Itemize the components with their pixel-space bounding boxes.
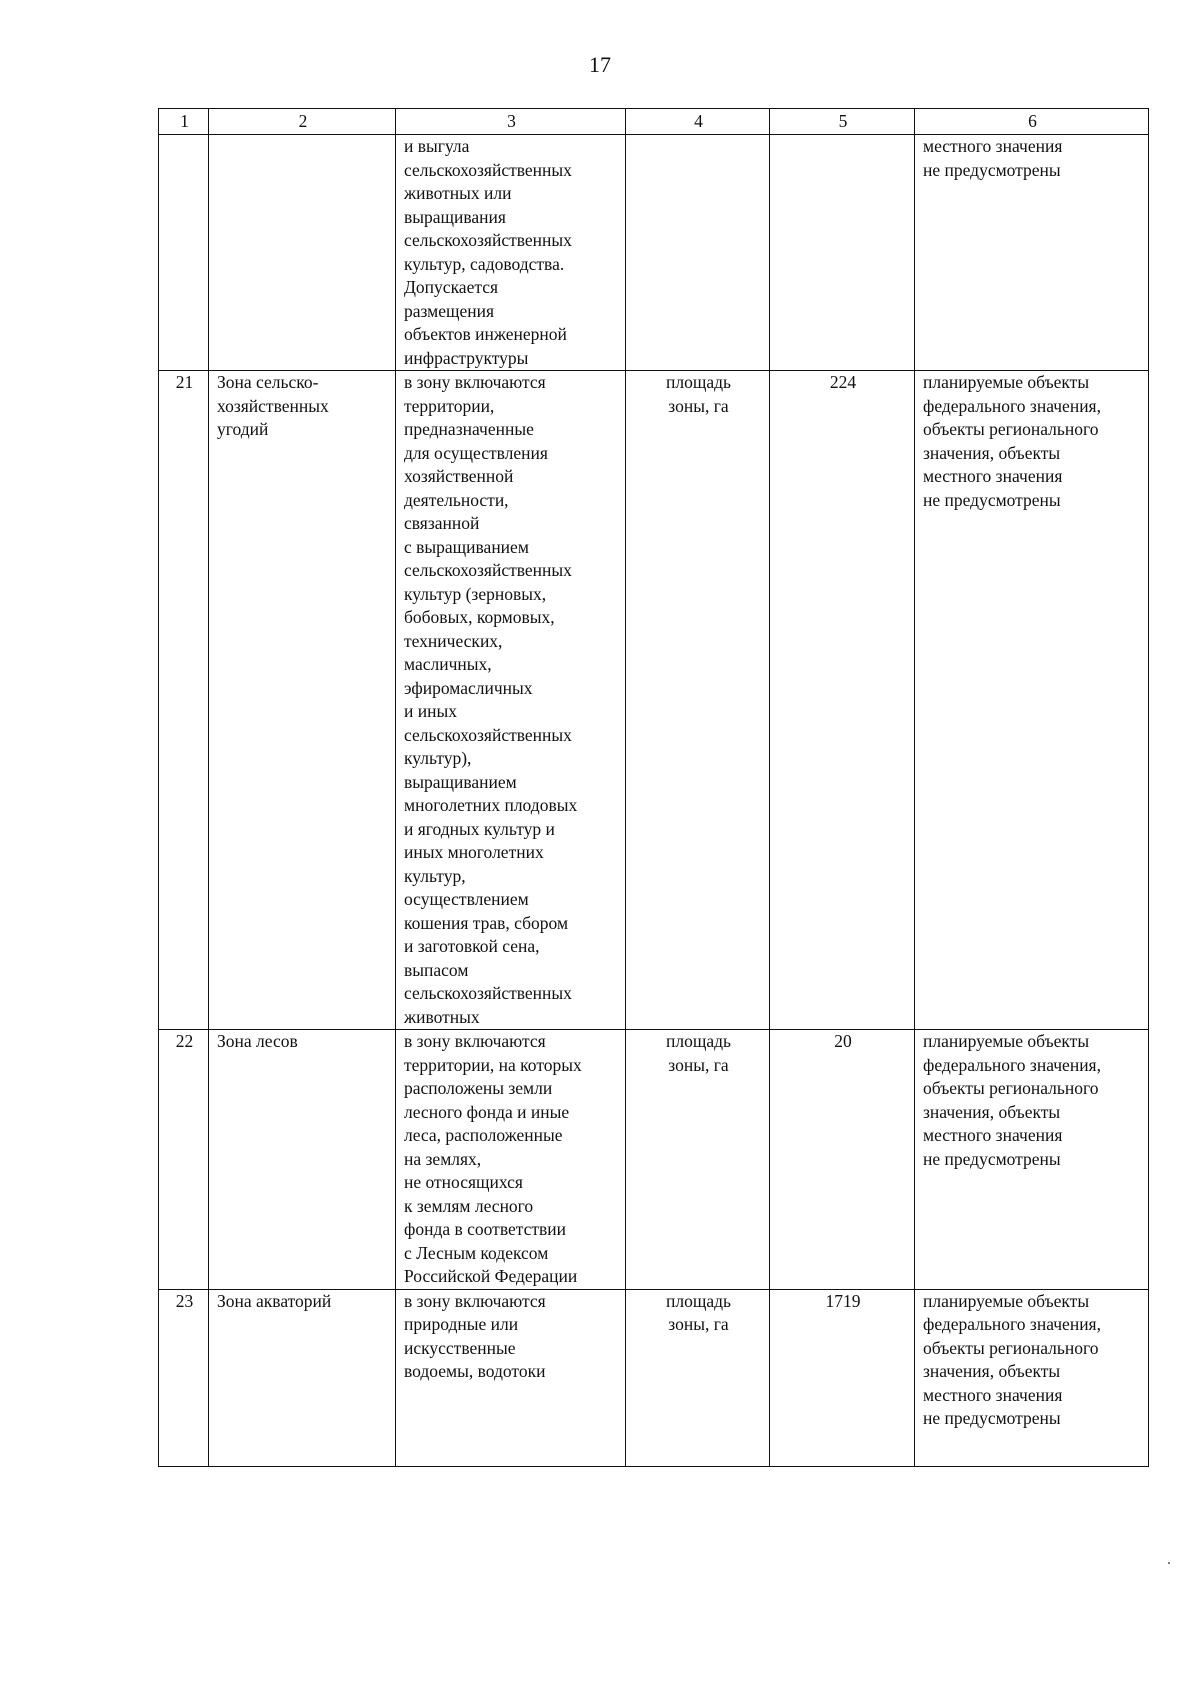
zone-value: 20 (770, 1030, 915, 1290)
column-header: 6 (915, 109, 1149, 135)
column-header: 2 (209, 109, 396, 135)
table-header-row (159, 109, 1149, 135)
zone-objects: планируемые объекты федерального значения, объекты регионального значения, объекты местного значения не предусмотрены (915, 1030, 1149, 1290)
zone-name: Зона акваторий (209, 1289, 396, 1466)
table-row (159, 1289, 1149, 1466)
zone-description: и выгула сельскохозяйственных животных или выращивания сельскохозяйственных культур, садоводства. Допускается размещения объектов инженерной инфраструктуры (396, 135, 626, 371)
zone-objects: местного значения не предусмотрены (915, 135, 1149, 371)
zone-unit (626, 135, 770, 371)
zone-unit: площадь зоны, га (626, 371, 770, 1030)
zone-name: Зона сельско- хозяйственных угодий (209, 371, 396, 1030)
row-number (159, 135, 209, 371)
zone-value (770, 135, 915, 371)
page-number: 17 (589, 52, 611, 77)
row-number: 23 (159, 1289, 209, 1466)
column-header: 5 (770, 109, 915, 135)
table-row (159, 135, 1149, 371)
column-header: 1 (159, 109, 209, 135)
zones-table (158, 108, 1149, 1467)
row-number: 21 (159, 371, 209, 1030)
zone-value: 1719 (770, 1289, 915, 1466)
table-row (159, 1030, 1149, 1290)
zone-description: в зону включаются природные или искусственные водоемы, водотоки (396, 1289, 626, 1466)
zone-unit: площадь зоны, га (626, 1030, 770, 1290)
table-row (159, 371, 1149, 1030)
column-header: 4 (626, 109, 770, 135)
zone-objects: планируемые объекты федерального значения, объекты регионального значения, объекты местного значения не предусмотрены (915, 371, 1149, 1030)
scan-speck (1168, 1562, 1170, 1564)
row-number: 22 (159, 1030, 209, 1290)
zone-name: Зона лесов (209, 1030, 396, 1290)
zone-unit: площадь зоны, га (626, 1289, 770, 1466)
column-header: 3 (396, 109, 626, 135)
zone-value: 224 (770, 371, 915, 1030)
zone-description: в зону включаются территории, предназначенные для осуществления хозяйственной деятельности, связанной с выращиванием сельскохозяйственных культур (зерновых, бобовых, кормовых, технических, масличных, эфиромасличных и иных сельскохозяйственных культур), выращиванием многолетних плодовых и ягодных культур и иных многолетних культур, осуществлением кошения трав, сбором и заготовкой сена, выпасом сельскохозяйственных животных (396, 371, 626, 1030)
zone-description: в зону включаются территории, на которых расположены земли лесного фонда и иные леса, расположенные на землях, не относящихся к землям лесного фонда в соответствии с Лесным кодексом Российской Федерации (396, 1030, 626, 1290)
zone-name (209, 135, 396, 371)
zone-objects: планируемые объекты федерального значения, объекты регионального значения, объекты местного значения не предусмотрены (915, 1289, 1149, 1466)
